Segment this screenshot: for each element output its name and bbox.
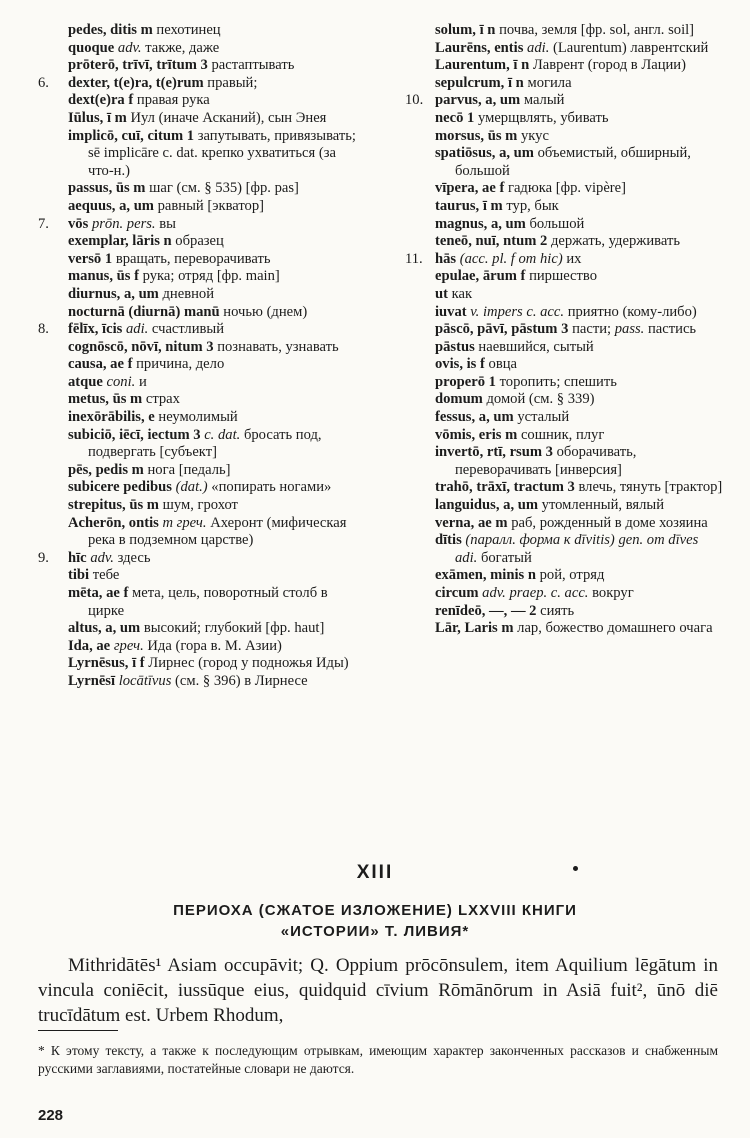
vocab-entry [38, 128, 360, 181]
headword: dexter, t(e)ra, t(e)rum [68, 74, 204, 91]
headword: teneō, nuī, ntum 2 [435, 233, 548, 250]
section-title-line2: «ИСТОРИИ» Т. ЛИВИЯ* [280, 923, 470, 940]
entry-body [435, 304, 723, 322]
vocab-entry [405, 216, 723, 234]
translation: пасти; [572, 321, 612, 338]
vocab-entry [38, 233, 360, 251]
vocab-entry [405, 515, 723, 533]
entry-number: 7. [38, 215, 49, 232]
headword: fessus, a, um [435, 409, 514, 426]
vocab-column-right [405, 22, 723, 638]
vocab-entry [38, 251, 360, 269]
grammar-note: pass. [614, 321, 645, 338]
vocab-entry [405, 198, 723, 216]
vocab-entry [405, 356, 723, 374]
entry-body [68, 497, 360, 515]
headword: manus, ūs f [68, 268, 139, 285]
vocab-entry [405, 409, 723, 427]
translation: как [451, 285, 473, 302]
vocab-entry [405, 128, 723, 146]
headword: subicere pedibus [68, 479, 172, 496]
entry-body [68, 638, 360, 656]
headword: exāmen, minis n [435, 567, 536, 584]
translation: раб, рожденный в доме хозяина [511, 514, 708, 531]
translation: шаг (см. § 535) [фр. pas] [149, 180, 299, 197]
translation: приятно (кому-либо) [567, 303, 697, 320]
translation: сошник, плуг [520, 426, 605, 443]
vocab-entry [38, 427, 360, 462]
translation: объемистый, обширный, большой [455, 145, 691, 179]
headword: spatiōsus, a, um [435, 145, 534, 162]
entry-body [68, 92, 360, 110]
entry-body [435, 567, 723, 585]
translation: нога [педаль] [147, 461, 231, 478]
vocab-entry [38, 374, 360, 392]
page-number: 228 [38, 1107, 64, 1124]
entry-body [435, 128, 723, 146]
headword: Laurēns, entis [435, 39, 524, 56]
entry-body [435, 585, 723, 603]
vocab-entry [38, 304, 360, 322]
translation: (см. § 396) в Лирнесе [175, 672, 308, 689]
translation: (Laurentum) лаврентский [553, 39, 709, 56]
translation: правая рука [136, 92, 210, 109]
headword: exemplar, lāris n [68, 233, 172, 250]
entry-body [435, 356, 723, 374]
entry-body [435, 497, 723, 515]
vocab-entry [38, 673, 360, 691]
headword: quoque [68, 39, 115, 56]
headword: diurnus, a, um [68, 285, 159, 302]
translation: также, даже [145, 39, 220, 56]
entry-body [68, 268, 360, 286]
headword: hīc [68, 549, 87, 566]
translation: сиять [540, 602, 575, 619]
entry-body [435, 409, 723, 427]
translation: «попирать ногами» [211, 479, 332, 496]
vocab-entry [405, 427, 723, 445]
entry-body [68, 180, 360, 198]
grammar-note: (acc. pl. f от hic) [459, 250, 563, 267]
vocab-entry [38, 57, 360, 75]
entry-body [68, 22, 360, 40]
vocab-entry [38, 462, 360, 480]
translation: Лирнес (город у подножья Иды) [148, 655, 349, 672]
translation: почва, земля [фр. sol, англ. soil] [499, 22, 695, 38]
entry-body [68, 110, 360, 128]
entry-body [435, 374, 723, 392]
vocab-entry [405, 40, 723, 58]
headword: invertō, rtī, rsum 3 [435, 444, 553, 461]
vocab-entry [38, 216, 360, 234]
entry-body [435, 92, 723, 110]
entry-body [435, 479, 723, 497]
translation: высокий; глубокий [фр. haut] [143, 620, 325, 637]
entry-body [68, 427, 360, 462]
grammar-note: m греч. [162, 514, 207, 531]
entry-body [68, 585, 360, 620]
translation: лар, божество домашнего очага [517, 620, 713, 637]
headword: metus, ūs m [68, 391, 143, 408]
entry-body [68, 391, 360, 409]
vocab-entry [405, 497, 723, 515]
vocab-entry [38, 75, 360, 93]
translation: тебе [92, 567, 120, 584]
entry-number: 10. [405, 92, 424, 109]
entry-body [68, 356, 360, 374]
vocab-entry [405, 75, 723, 93]
headword: ovis, is f [435, 356, 485, 373]
entry-number: 6. [38, 74, 49, 91]
translation: правый; [207, 74, 258, 91]
entry-body [435, 198, 723, 216]
headword: dītis [435, 532, 462, 549]
grammar-note: adv. [117, 39, 142, 56]
headword: prōterō, trīvī, trītum 3 [68, 57, 208, 74]
entry-number: 9. [38, 549, 49, 566]
footnote-rule [38, 1030, 118, 1031]
vocab-entry [38, 286, 360, 304]
headword: mēta, ae f [68, 585, 129, 601]
translation: равный [экватор] [157, 197, 265, 214]
vocab-entry [405, 567, 723, 585]
translation: пастись [648, 321, 697, 338]
section-title [0, 900, 750, 942]
translation: запутывать, привязывать; sē implicāre c. dat. крепко ухватиться (за что-н.) [88, 127, 356, 179]
headword: fēlīx, īcis [68, 321, 123, 338]
entry-body [68, 286, 360, 304]
vocab-entry [405, 585, 723, 603]
translation: гадюка [фр. vipère] [507, 180, 626, 197]
vocab-entry [38, 550, 360, 568]
entry-body [68, 567, 360, 585]
translation: влечь, тянуть [трактор] [578, 479, 723, 496]
grammar-note: coni. [106, 373, 136, 390]
entry-body [435, 532, 723, 567]
vocab-entry [405, 22, 723, 40]
headword: renīdeō, —, — 2 [435, 602, 537, 619]
entry-body [435, 603, 723, 621]
headword: solum, ī n [435, 22, 496, 38]
vocab-entry [405, 92, 723, 110]
headword: causa, ae f [68, 356, 133, 373]
entry-body [68, 251, 360, 269]
entry-body [435, 515, 723, 533]
translation: Ида (гора в. М. Азии) [147, 637, 282, 654]
translation: их [566, 250, 582, 267]
headword: Ida, ae [68, 637, 111, 654]
headword: properō 1 [435, 373, 496, 390]
headword: verna, ae m [435, 514, 508, 531]
headword: vōs [68, 215, 89, 232]
vocab-entry [405, 391, 723, 409]
headword: Lār, Laris m [435, 620, 514, 637]
vocab-entry [38, 92, 360, 110]
translation: овца [488, 356, 518, 373]
translation: страх [145, 391, 180, 408]
vocab-entry [38, 198, 360, 216]
entry-body [435, 251, 723, 269]
headword: pāstus [435, 338, 475, 355]
translation: познавать, узнавать [217, 338, 339, 355]
vocab-entry [38, 391, 360, 409]
entry-body [68, 462, 360, 480]
vocab-entry [405, 532, 723, 567]
vocab-entry [405, 233, 723, 251]
headword: altus, a, um [68, 620, 141, 637]
grammar-note: v. impers c. acc. [470, 303, 565, 320]
translation: укус [520, 127, 549, 144]
vocab-entry [405, 321, 723, 339]
headword: pēs, pedis m [68, 461, 144, 478]
grammar-note: adi. [527, 39, 550, 56]
translation: большой [529, 215, 585, 232]
translation: ночью (днем) [223, 303, 308, 320]
entry-body [435, 75, 723, 93]
translation: малый [523, 92, 565, 109]
entry-body [435, 339, 723, 357]
vocab-entry [405, 339, 723, 357]
entry-body [68, 40, 360, 58]
vocab-entry [38, 655, 360, 673]
translation: наевшийся, сытый [478, 338, 594, 355]
vocab-entry [38, 339, 360, 357]
grammar-note: adv. [90, 549, 114, 566]
entry-body [68, 479, 360, 497]
vocab-entry [38, 180, 360, 198]
grammar-note: locātīvus [118, 672, 172, 689]
translation: Лаврент (город в Лации) [532, 57, 686, 74]
translation: торопить; спешить [499, 373, 617, 390]
translation: и [138, 373, 147, 390]
headword: Laurentum, ī n [435, 57, 530, 74]
vocab-entry [38, 479, 360, 497]
headword: inexōrābilis, e [68, 409, 155, 426]
translation: неумолимый [158, 409, 238, 426]
headword: atque [68, 373, 103, 390]
headword: necō 1 [435, 109, 475, 126]
vocab-entry [38, 638, 360, 656]
entry-body [68, 515, 360, 550]
entry-body [68, 321, 360, 339]
translation: шум, грохот [162, 497, 238, 514]
entry-body [68, 128, 360, 181]
entry-body [435, 444, 723, 479]
translation: здесь [117, 549, 151, 566]
entry-number: 8. [38, 321, 49, 338]
grammar-note: (паралл. форма к dīvitis) gen. от dīves adi. [455, 532, 699, 566]
headword: trahō, trāxī, tractum 3 [435, 479, 575, 496]
entry-body [68, 374, 360, 392]
translation: Иул (иначе Асканий), сын Энея [130, 109, 327, 126]
translation: дневной [162, 285, 215, 302]
vocab-entry [38, 321, 360, 339]
entry-body [68, 673, 360, 691]
vocab-entry [38, 40, 360, 58]
entry-number: 11. [405, 250, 423, 267]
translation: бросать под, подвергать [субъект] [88, 426, 322, 461]
entry-body [435, 620, 723, 638]
vocab-entry [38, 567, 360, 585]
vocab-entry [38, 268, 360, 286]
headword: hās [435, 250, 457, 267]
headword: implicō, cuī, citum 1 [68, 127, 195, 144]
translation: Ахеронт (мифическая река в подземном царстве) [88, 514, 347, 549]
vocab-entry [38, 409, 360, 427]
grammar-note: c. dat. [204, 426, 241, 443]
headword: vōmis, eris m [435, 426, 518, 443]
entry-body [435, 145, 723, 180]
headword: Lyrnēsus, ī f [68, 655, 145, 672]
vocab-entry [405, 286, 723, 304]
entry-body [435, 268, 723, 286]
entry-body [435, 216, 723, 234]
vocab-entry [38, 356, 360, 374]
translation: тур, бык [506, 197, 559, 214]
entry-body [68, 339, 360, 357]
grammar-note: adv. praep. c. acc. [482, 585, 589, 601]
latin-paragraph: Mithridātēs¹ Asiam occupāvit; Q. Oppium prōcōnsulem, item Aquilium lēgātum in vincula coniēcit, iussūque eius, quidquid cīvium Rōmānōrum in Asiā fuit², ūnō diē trucīdātum est. Urbem Rhodum, [38, 955, 718, 1026]
translation: пиршество [529, 268, 598, 285]
vocab-entry [405, 479, 723, 497]
entry-body [435, 321, 723, 339]
entry-body [68, 233, 360, 251]
translation: держать, удерживать [550, 233, 680, 250]
entry-body [68, 304, 360, 322]
headword: pedes, ditis m [68, 22, 153, 38]
headword: cognōscō, nōvī, nitum 3 [68, 338, 214, 355]
grammar-note: adi. [125, 321, 149, 338]
headword: iuvat [435, 303, 467, 320]
vocab-entry [405, 57, 723, 75]
entry-body [68, 550, 360, 568]
headword: languidus, a, um [435, 497, 539, 514]
translation: мета, цель, поворотный столб в цирке [88, 585, 328, 619]
vocab-entry [38, 515, 360, 550]
entry-body [435, 180, 723, 198]
translation: растаптывать [211, 57, 295, 74]
headword: magnus, a, um [435, 215, 526, 232]
footnote: * К этому тексту, а также к последующим отрывкам, имеющим характер законченных рассказов и снабженным русскими заглавиями, постатейные словари не даются. [38, 1043, 718, 1076]
vocab-entry [405, 268, 723, 286]
headword: vīpera, ae f [435, 180, 505, 197]
vocab-entry [405, 110, 723, 128]
latin-text [38, 953, 718, 1028]
vocab-entry [38, 110, 360, 128]
grammar-note: (dat.) [175, 479, 208, 496]
headword: nocturnā (diurnā) manū [68, 303, 220, 320]
translation: утомленный, вялый [541, 497, 665, 514]
translation: вращать, переворачивать [115, 250, 271, 267]
vocab-entry [405, 304, 723, 322]
entry-body [68, 620, 360, 638]
entry-body [68, 57, 360, 75]
entry-body [435, 22, 723, 40]
print-dot [573, 866, 578, 871]
vocab-entry [38, 585, 360, 620]
vocab-column-left [38, 22, 360, 691]
headword: strepitus, ūs m [68, 497, 159, 514]
entry-body [435, 40, 723, 58]
headword: morsus, ūs m [435, 127, 518, 144]
translation: образец [175, 233, 224, 250]
grammar-note: prōn. pers. [91, 215, 156, 232]
translation: пехотинец [156, 22, 221, 38]
section-title-line1: ПЕРИОХА (СЖАТОЕ ИЗЛОЖЕНИЕ) LXXVIII КНИГИ [173, 902, 577, 919]
section-number: XIII [356, 862, 394, 883]
headword: Lyrnēsī [68, 672, 116, 689]
headword: sepulcrum, ī n [435, 74, 524, 91]
entry-body [68, 198, 360, 216]
headword: parvus, a, um [435, 92, 521, 109]
entry-body [68, 655, 360, 673]
headword: Iūlus, ī m [68, 109, 127, 126]
translation: оборачивать, переворачивать [инверсия] [455, 444, 637, 478]
translation: усталый [517, 409, 570, 426]
vocab-entry [38, 497, 360, 515]
translation: рука; отряд [фр. main] [142, 268, 280, 285]
headword: aequus, a, um [68, 197, 154, 214]
vocab-entry [405, 145, 723, 180]
vocab-entry [38, 22, 360, 40]
headword: ut [435, 285, 448, 302]
grammar-note: греч. [113, 637, 144, 654]
vocab-entry [405, 251, 723, 269]
translation: умерщвлять, убивать [477, 109, 609, 126]
headword: dext(e)ra f [68, 92, 134, 109]
headword: tibi [68, 567, 90, 584]
translation: домой (см. § 339) [486, 391, 595, 408]
headword: Acherōn, ontis [68, 514, 159, 531]
translation: вокруг [592, 585, 634, 601]
headword: epulae, ārum f [435, 268, 526, 285]
translation: богатый [480, 549, 532, 566]
entry-body [68, 75, 360, 93]
vocab-entry [38, 620, 360, 638]
translation: могила [527, 74, 572, 91]
headword: subiciō, iēcī, iectum 3 [68, 426, 201, 443]
headword: circum [435, 585, 479, 601]
headword: versō 1 [68, 250, 113, 267]
entry-body [435, 57, 723, 75]
vocab-entry [405, 180, 723, 198]
entry-body [435, 427, 723, 445]
translation: рой, отряд [539, 567, 605, 584]
translation: причина, дело [136, 356, 225, 373]
headword: taurus, ī m [435, 197, 503, 214]
headword: domum [435, 391, 483, 408]
vocab-entry [405, 374, 723, 392]
entry-body [435, 391, 723, 409]
vocab-entry [405, 603, 723, 621]
headword: passus, ūs m [68, 180, 146, 197]
entry-body [435, 233, 723, 251]
entry-body [435, 110, 723, 128]
entry-body [68, 216, 360, 234]
entry-body [68, 409, 360, 427]
vocab-entry [405, 444, 723, 479]
headword: pāscō, pāvī, pāstum 3 [435, 321, 569, 338]
vocab-entry [405, 620, 723, 638]
translation: счастливый [151, 321, 225, 338]
entry-body [435, 286, 723, 304]
translation: вы [159, 215, 176, 232]
